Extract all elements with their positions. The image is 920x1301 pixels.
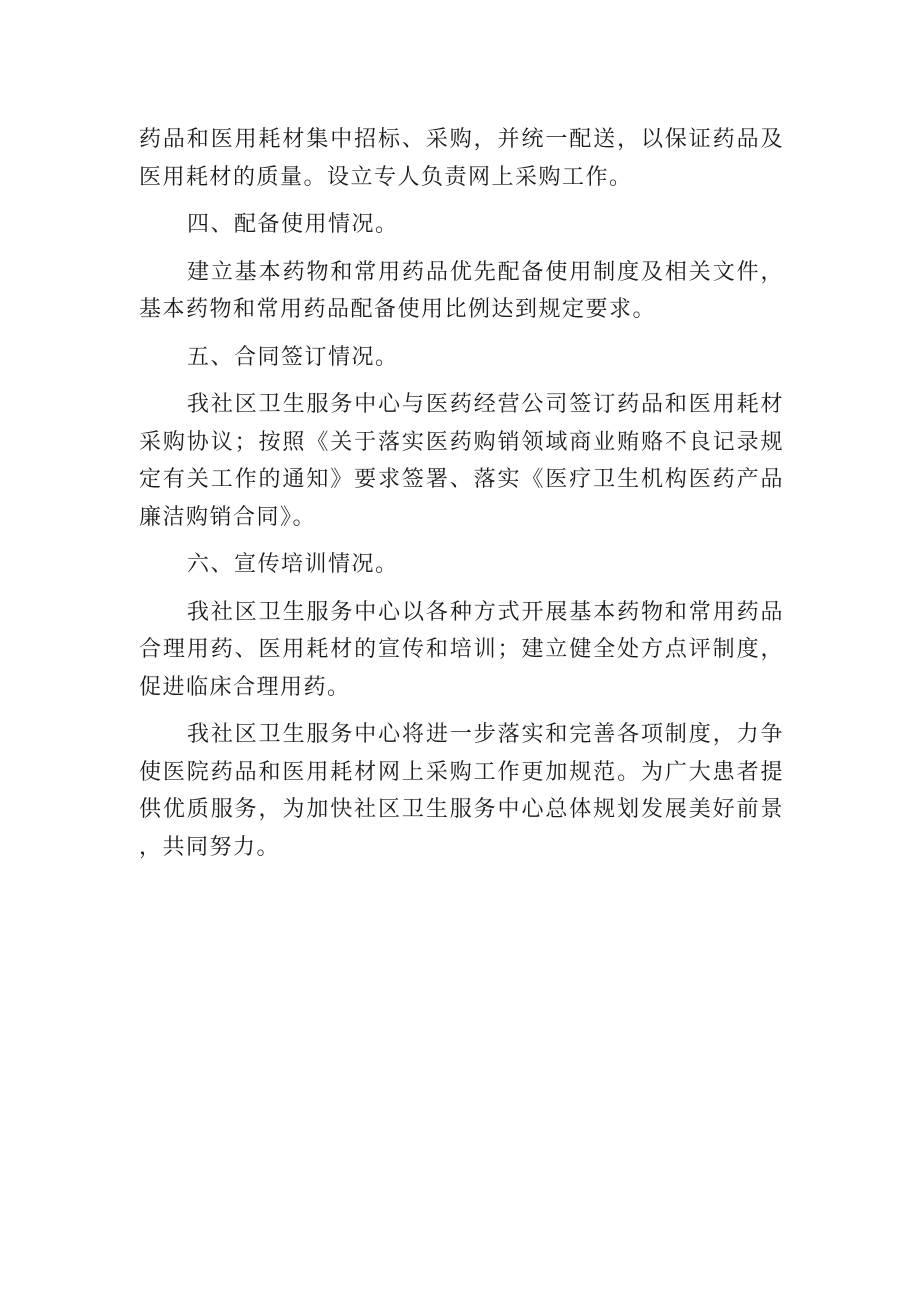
paragraph-gap — [139, 536, 784, 546]
paragraph-continuation: 药品和医用耗材集中招标、采购，并统一配送，以保证药品及医用耗材的质量。设立专人负责网上采购工作。 — [139, 127, 784, 190]
paragraph-gap — [139, 706, 784, 716]
paragraph-gap — [139, 244, 784, 254]
paragraph-conclusion: 我社区卫生服务中心将进一步落实和完善各项制度，力争使医院药品和医用耗材网上采购工作更加规范。为广大患者提供优质服务，为加快社区卫生服务中心总体规划发展美好前景，共同努力。 — [139, 722, 784, 860]
section-heading-5: 五、合同签订情况。 — [187, 344, 399, 370]
section-heading-6: 六、宣传培训情况。 — [187, 552, 399, 577]
paragraph-section-5: 我社区卫生服务中心与医药经营公司签订药品和医用耗材采购协议；按照《关于落实医药购销领域商业贿赂不良记录规定有关工作的通知》要求签署、落实《医疗卫生机构医药产品廉洁购销合同》。 — [139, 392, 784, 530]
paragraph-gap — [139, 584, 784, 594]
document-body — [139, 121, 784, 866]
paragraph-gap — [139, 376, 784, 386]
paragraph-section-4: 建立基本药物和常用药品优先配备使用制度及相关文件，基本药物和常用药品配备使用比例达到规定要求。 — [139, 259, 784, 322]
section-heading-4: 四、配备使用情况。 — [187, 212, 399, 237]
paragraph-gap — [139, 329, 784, 339]
paragraph-section-6: 我社区卫生服务中心以各种方式开展基本药物和常用药品合理用药、医用耗材的宣传和培训；建立健全处方点评制度，促进临床合理用药。 — [139, 599, 784, 700]
paragraph-gap — [139, 196, 784, 206]
